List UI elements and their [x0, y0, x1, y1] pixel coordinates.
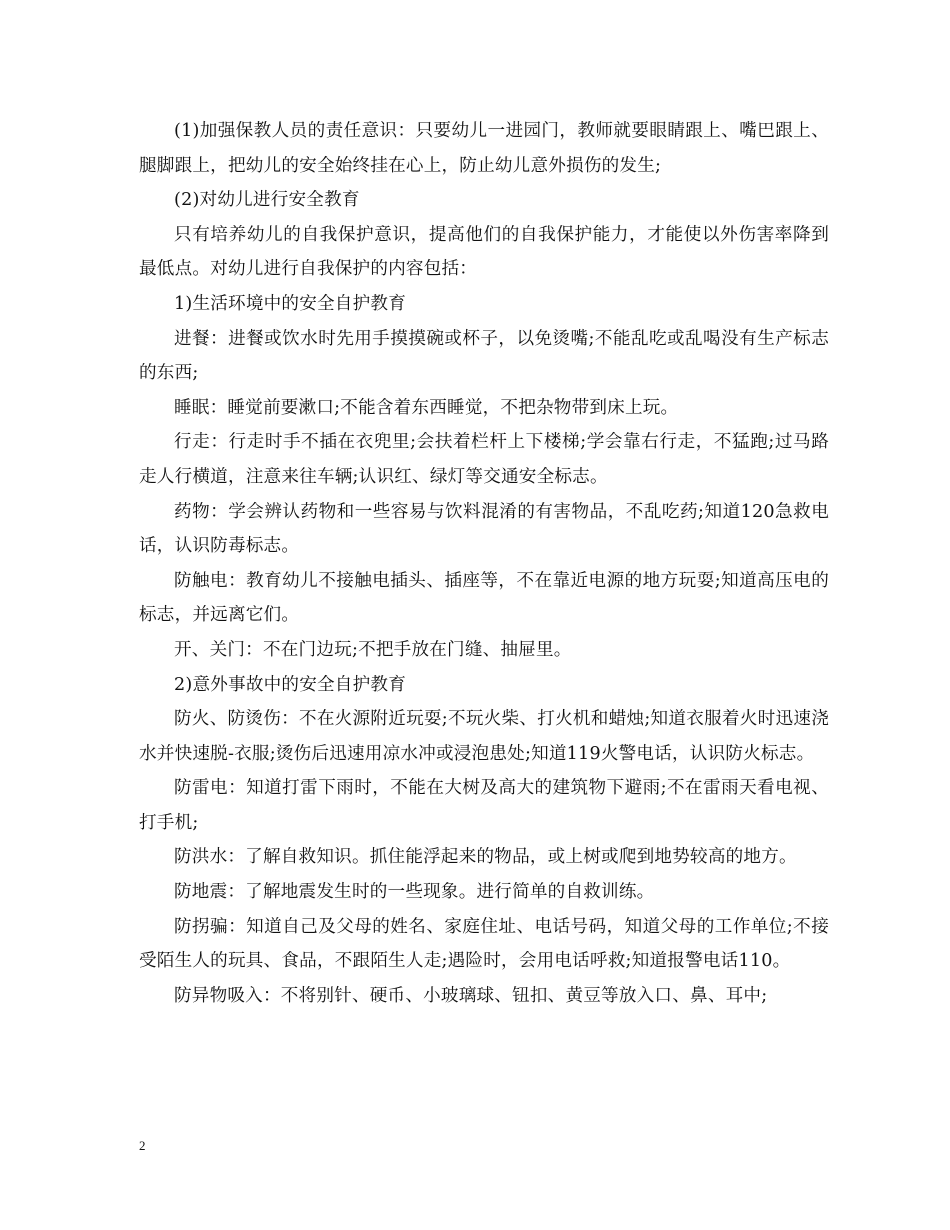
paragraph: 防地震：了解地震发生时的一些现象。进行简单的自救训练。 [174, 882, 655, 903]
paragraph: 只有培养幼儿的自我保护意识，提高他们的自我保护能力，才能使以外伤害率降到最低点。对幼儿进行自我保护的内容包括： [139, 224, 829, 280]
paragraph: 防雷电：知道打雷下雨时，不能在大树及高大的建筑物下避雨;不在雷雨天看电视、打手机; [139, 778, 829, 833]
paragraph: 防异物吸入：不将别针、硬币、小玻璃球、钮扣、黄豆等放入口、鼻、耳中; [174, 985, 768, 1006]
paragraph: 1)生活环境中的安全自护教育 [174, 293, 406, 314]
paragraph: 防火、防烫伤：不在火源附近玩耍;不玩火柴、打火机和蜡烛;知道衣服着火时迅速浇水并快速脱-衣服;烫伤后迅速用凉水冲或浸泡患处;知道119火警电话，认识防火标志。 [139, 709, 829, 764]
paragraph: 药物：学会辨认药物和一些容易与饮料混淆的有害物品，不乱吃药;知道120急救电话，认识防毒标志。 [139, 501, 829, 557]
paragraph: 防洪水：了解自救知识。抓住能浮起来的物品，或上树或爬到地势较高的地方。 [174, 847, 797, 868]
paragraph: (1)加强保教人员的责任意识：只要幼儿一进园门，教师就要眼睛跟上、嘴巴跟上、腿脚跟上，把幼儿的安全始终挂在心上，防止幼儿意外损伤的发生; [139, 121, 829, 176]
paragraph: 行走：行走时手不插在衣兜里;会扶着栏杆上下楼梯;学会靠右行走，不猛跑;过马路走人行横道，注意来往车辆;认识红、绿灯等交通安全标志。 [139, 432, 829, 487]
paragraph: 睡眠：睡觉前要漱口;不能含着东西睡觉，不把杂物带到床上玩。 [174, 397, 679, 418]
paragraph: 防触电：教育幼儿不接触电插头、插座等，不在靠近电源的地方玩耍;知道高压电的标志，并远离它们。 [139, 570, 829, 626]
page-number: 2 [139, 1138, 146, 1153]
paragraph: 2)意外事故中的安全自护教育 [174, 674, 406, 695]
paragraph: 防拐骗：知道自己及父母的姓名、家庭住址、电话号码，知道父母的工作单位;不接受陌生人的玩具、食品，不跟陌生人走;遇险时，会用电话呼救;知道报警电话110。 [139, 916, 829, 972]
document-body [139, 114, 829, 1013]
paragraph: (2)对幼儿进行安全教育 [174, 190, 360, 211]
paragraph: 进餐：进餐或饮水时先用手摸摸碗或杯子，以免烫嘴;不能乱吃或乱喝没有生产标志的东西; [139, 328, 829, 384]
paragraph: 开、关门：不在门边玩;不把手放在门缝、抽屉里。 [174, 639, 572, 660]
